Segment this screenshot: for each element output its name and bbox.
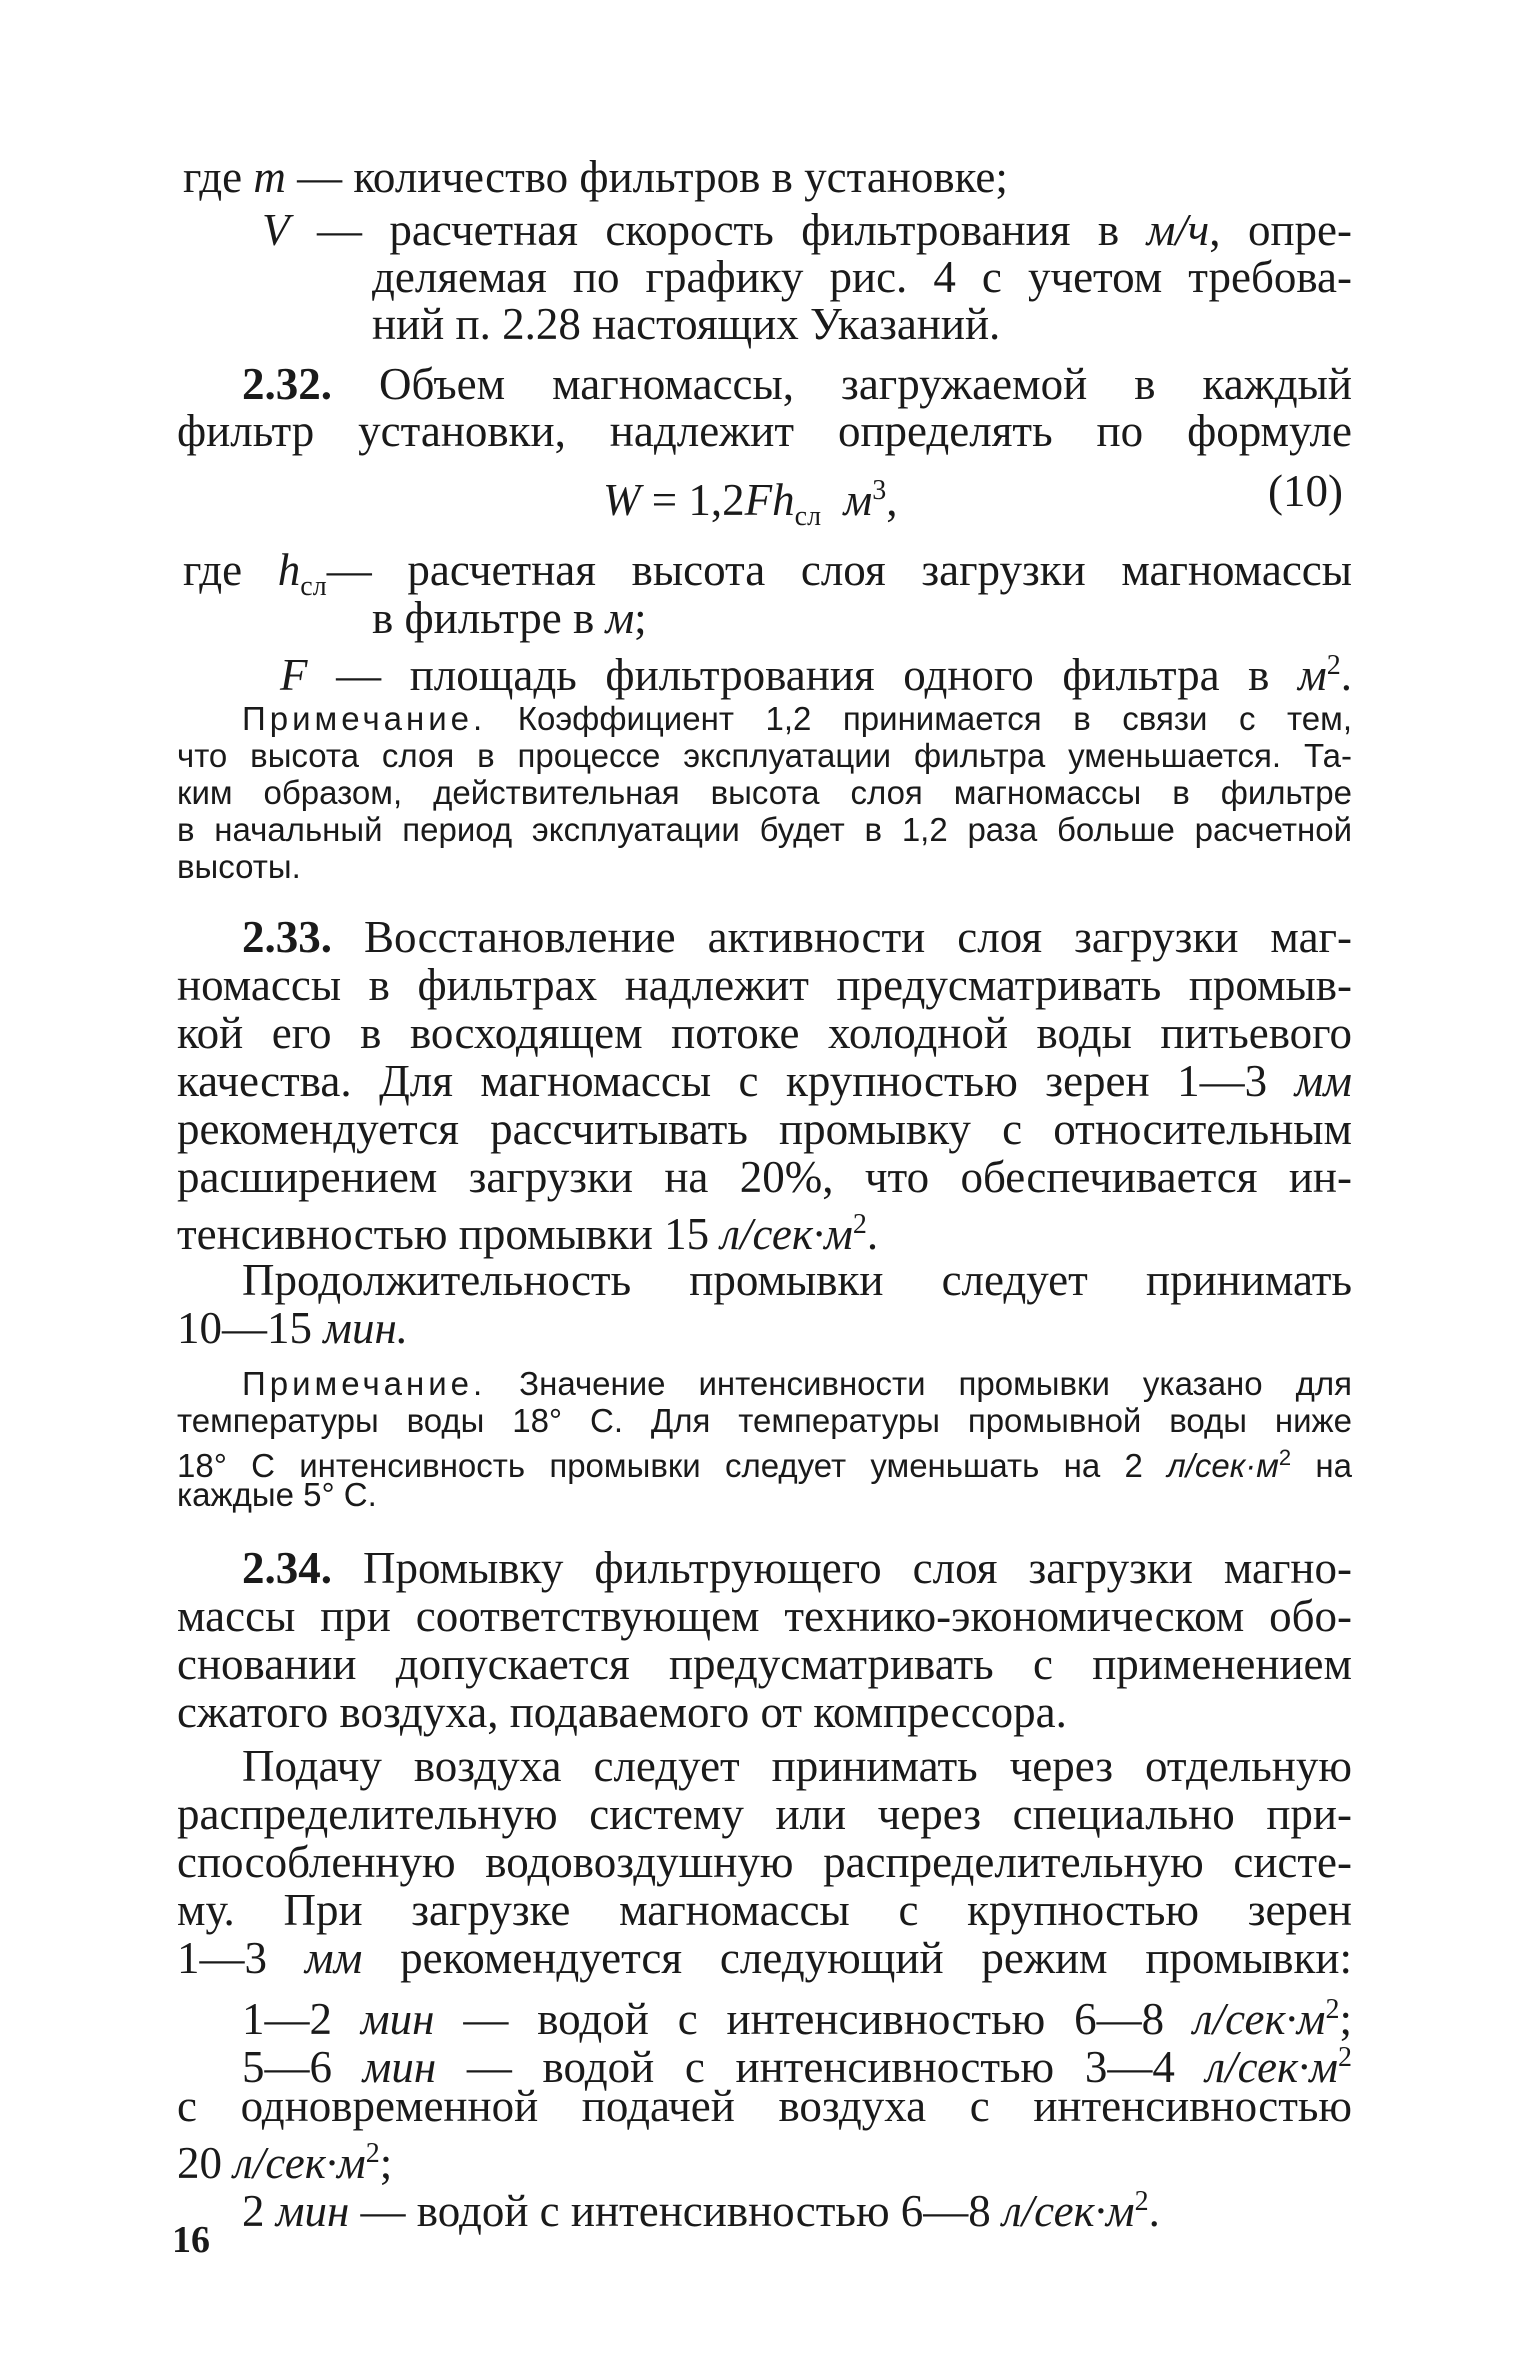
note2-line4: каждые 5° С. [177, 1476, 377, 1513]
section-number-232: 2.32. [242, 359, 332, 409]
p233-line3: кой его в восходящем потоке холодной воды питьевого [177, 1008, 1352, 1058]
where-h-text1: — расчетная высота слоя загрузки магномассы [326, 545, 1352, 595]
note2-text3a: 18° С интенсивность промывки следует уменьшать на 2 [177, 1447, 1168, 1484]
mode1-unit: л/сек·м [1193, 1994, 1326, 2044]
p234-line1 [242, 1543, 1352, 1593]
p233-text7a: тенсивностью промывки 15 [177, 1209, 721, 1259]
mode2-l3-unit: л/сек·м [233, 2138, 366, 2188]
where-v-text2: , опре- [1209, 205, 1353, 255]
note2-unit-sup: 2 [1278, 1445, 1292, 1470]
var-f: F [280, 650, 308, 700]
mode3-b: — водой с интенсивностью 6—8 [349, 2186, 1003, 2236]
where-word: где [183, 152, 243, 202]
p233-line4 [177, 1056, 1352, 1106]
where-f-text1: — площадь фильтрования одного фильтра в [307, 650, 1299, 700]
note1-line5: высоты. [177, 848, 301, 885]
formula-number: (10) [1268, 466, 1343, 516]
p234b-text5a: 1—3 [177, 1933, 305, 1983]
mode3-c: . [1148, 2186, 1160, 2236]
p233-line2: номассы в фильтрах надлежит предусматривать промыв- [177, 960, 1352, 1010]
formula-unit: м [843, 475, 873, 525]
unit-mm: мм [1294, 1056, 1352, 1106]
unit-m2: м [1298, 650, 1327, 700]
where-h-text3: ; [634, 593, 647, 643]
p233-text4a: качества. Для магномассы с крупностью зерен 1—3 [177, 1056, 1295, 1106]
var-v: V [262, 205, 290, 255]
note2-unit: л/сек·м [1167, 1447, 1279, 1484]
p234b-text5b: рекомендуется следующий режим промывки: [362, 1933, 1353, 1983]
section-number-234: 2.34. [242, 1543, 332, 1593]
p234b-line2: распределительную систему или через специально при- [177, 1789, 1352, 1839]
note2-line1 [242, 1365, 1352, 1402]
mode2-l3-sup: 2 [365, 2138, 380, 2169]
where-f-text2: . [1340, 650, 1352, 700]
where-v-line3: ний п. 2.28 настоящих Указаний. [372, 299, 1001, 349]
mode3-sup: 2 [1134, 2186, 1149, 2217]
where-v-text1: — расчетная скорость фильтрования в [289, 205, 1147, 255]
var-h-sub: сл [300, 571, 327, 602]
p232-text1: Объем магномассы, загружаемой в каждый [332, 359, 1352, 409]
note1-line1 [242, 700, 1352, 737]
where-m-line [183, 152, 1313, 202]
mode3-unit-min: мин [275, 2186, 350, 2236]
unit-sup: 2 [852, 1209, 867, 1240]
formula-10 [603, 466, 898, 542]
mode1-sup: 2 [1325, 1994, 1340, 2025]
where-m-text: — количество фильтров в установке; [285, 152, 1008, 202]
unit-min: мин. [323, 1303, 409, 1353]
mode3-unit: л/сек·м [1002, 2186, 1135, 2236]
mode2-sup: 2 [1338, 2042, 1353, 2073]
mode1-a: 1—2 [242, 1994, 361, 2044]
where-word-2: где [183, 545, 243, 595]
where-f-line [280, 641, 1352, 700]
unit-mm-2: мм [304, 1933, 363, 1983]
unit-m-per-h: м/ч [1146, 205, 1210, 255]
formula-fh: Fh [744, 475, 795, 525]
mode1-c: ; [1339, 1994, 1353, 2044]
p233b-line1: Продолжительность промывки следует принимать [242, 1255, 1352, 1305]
formula-w: W [603, 475, 641, 525]
p234b-line1: Подачу воздуха следует принимать через отдельную [242, 1741, 1352, 1791]
note-label: Примечание. [242, 700, 487, 737]
p234b-line5 [177, 1933, 1352, 1983]
where-h-text2: в фильтре в [372, 593, 606, 643]
mode3-a: 2 [242, 2186, 276, 2236]
formula-comma: , [886, 475, 898, 525]
where-v-line2: деляемая по графику рис. 4 с учетом требова- [372, 252, 1352, 302]
note1-line4: в начальный период эксплуатации будет в 1,2 раза больше расчетной [177, 811, 1352, 848]
p233-line7 [177, 1200, 878, 1259]
where-v-line1 [262, 205, 1352, 255]
unit-m: м [605, 593, 635, 643]
p233-line1 [242, 912, 1352, 962]
mode2-b: — водой с интенсивностью 3—4 [436, 2042, 1206, 2092]
p233b-line2 [177, 1303, 408, 1353]
note-label-2: Примечание. [242, 1365, 487, 1402]
note2-text3b: на [1291, 1447, 1352, 1484]
mode2-l3a: 20 [177, 2138, 234, 2188]
mode1-b: — водой с интенсивностью 6—8 [434, 1994, 1193, 2044]
p234b-line4: му. При загрузке магномассы с крупностью зерен [177, 1885, 1352, 1935]
p232-line2: фильтр установки, надлежит определять по формуле [177, 406, 1352, 456]
mode1-unit-min: мин [360, 1994, 435, 2044]
note2-text1: Значение интенсивности промывки указано для [486, 1365, 1352, 1402]
mode3-line [242, 2177, 1160, 2236]
p234-text1: Промывку фильтрующего слоя загрузки магно- [332, 1543, 1352, 1593]
formula-sup: 3 [872, 475, 887, 506]
p233-text7b: . [866, 1209, 879, 1259]
mode2-a: 5—6 [242, 2042, 363, 2092]
p233-line5: рекомендуется рассчитывать промывку с относительным [177, 1104, 1352, 1154]
p232-line1 [242, 359, 1352, 409]
note1-text1: Коэффициент 1,2 принимается в связи с тем, [486, 700, 1352, 737]
note1-line3: ким образом, действительная высота слоя магномассы в фильтре [177, 774, 1352, 811]
unit-m2-sup: 2 [1326, 650, 1341, 681]
where-h-line1 [183, 545, 1352, 612]
mode2-unit: л/сек·м [1205, 2042, 1339, 2092]
p234-line3: сновании допускается предусматривать с применением [177, 1639, 1352, 1689]
p234b-line3: способленную водовоздушную распределительную систе- [177, 1837, 1352, 1887]
where-h-line2 [372, 593, 647, 643]
var-m: m [253, 152, 286, 202]
p233b-text2a: 10—15 [177, 1303, 324, 1353]
p233-text1: Восстановление активности слоя загрузки маг- [332, 912, 1352, 962]
mode2-line2: с одновременной подачей воздуха с интенсивностью [177, 2081, 1352, 2131]
note2-line2: температуры воды 18° С. Для температуры промывной воды ниже [177, 1402, 1352, 1439]
section-number-233: 2.33. [242, 912, 332, 962]
var-h: h [277, 545, 301, 595]
unit-l-per-sec-m2: л/сек·м [720, 1209, 853, 1259]
mode2-l3b: ; [379, 2138, 393, 2188]
page-number: 16 [172, 2219, 210, 2261]
p233-line6: расширением загрузки на 20%, что обеспечивается ин- [177, 1152, 1352, 1202]
p234-line2: массы при соответствующем технико-экономическом обо- [177, 1591, 1352, 1641]
note1-line2: что высота слоя в процессе эксплуатации фильтра уменьшается. Та- [177, 737, 1352, 774]
p234-line4: сжатого воздуха, подаваемого от компрессора. [177, 1687, 1067, 1737]
mode2-unit-min: мин [362, 2042, 437, 2092]
formula-eq: = 1,2 [640, 475, 745, 525]
formula-sub: сл [794, 501, 822, 532]
